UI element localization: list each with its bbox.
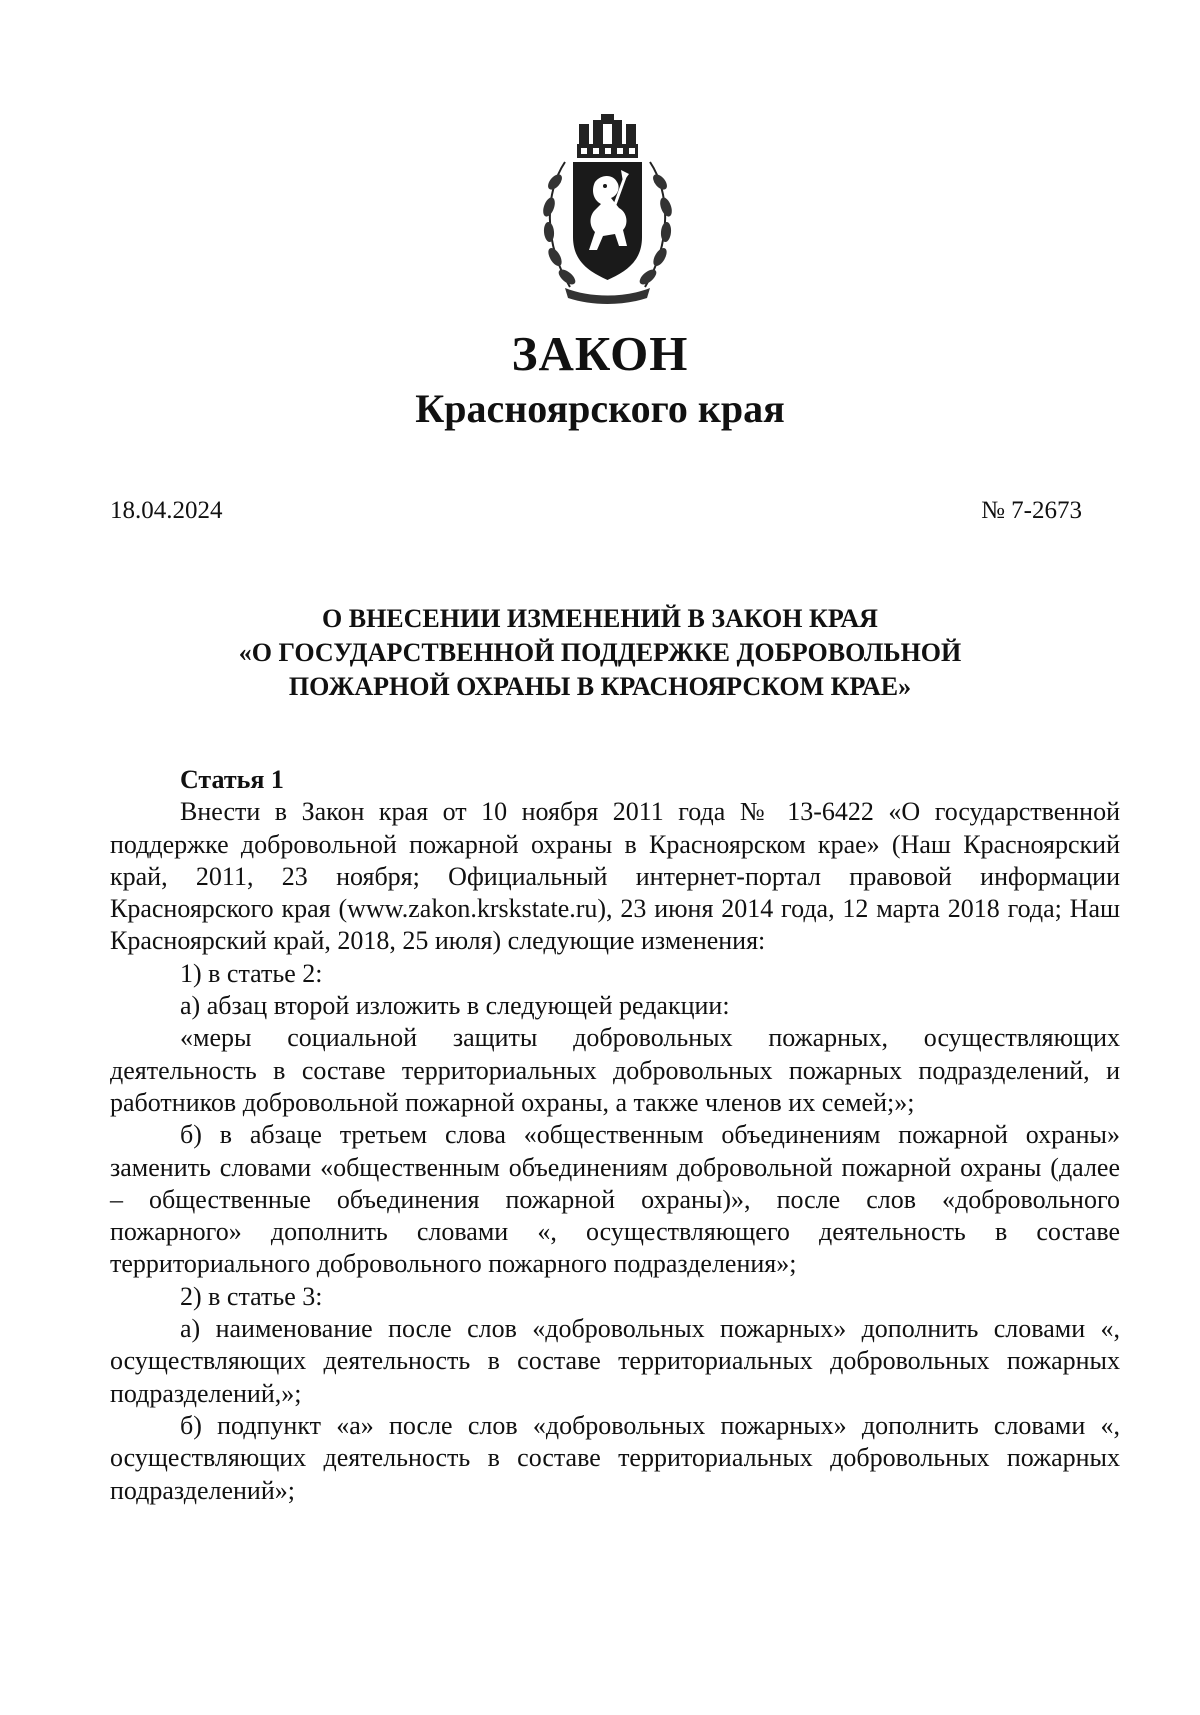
law-heading-line: О ВНЕСЕНИИ ИЗМЕНЕНИЙ В ЗАКОН КРАЯ [322, 604, 878, 633]
paragraph: 1) в статье 2: [180, 958, 323, 988]
coat-of-arms-icon [535, 112, 680, 307]
paragraph: б) в абзаце третьем слова «общественным объединениям пожарной охраны» заменить словами «общественным объединениям добровольной пожарной охраны (далее – общественные объединения пожарной охраны)», после слов «добровольного пожарного» дополнить словами «, осуществляющего деятельность в составе территориального добровольного пожарного подразделения»; [110, 1120, 1120, 1279]
paragraph: б) подпункт «а» после слов «добровольных пожарных» дополнить словами «, осуществляющих деятельность в составе территориальных добровольных пожарных подразделений»; [110, 1410, 1120, 1505]
law-subtitle: Красноярского края [415, 386, 785, 431]
paragraph: «меры социальной защиты добровольных пожарных, осуществляющих деятельность в составе территориальных добровольных пожарных подразделений, и работников добровольной пожарной охраны, а также членов их семей;»; [110, 1023, 1120, 1117]
paragraph: 2) в статье 3: [180, 1281, 323, 1311]
law-title: ЗАКОН [511, 326, 689, 381]
paragraph: Внести в Закон края от 10 ноября 2011 года № 13-6422 «О государственной поддержке добровольной пожарной охраны в Красноярском крае» (Наш Красноярский край, 2011, 23 ноября; Официальный интернет-портал правовой информации Красноярского края (www.zakon.krskstate.ru), 23 июня 2014 года, 12 марта 2018 года; Наш Красноярский край, 2018, 25 июля) следующие изменения: [110, 797, 1120, 956]
law-body [110, 764, 1120, 1507]
law-number: № 7-2673 [981, 497, 1082, 524]
law-date: 18.04.2024 [110, 497, 223, 524]
law-heading [110, 602, 1090, 704]
law-heading-line: «О ГОСУДАРСТВЕННОЙ ПОДДЕРЖКЕ ДОБРОВОЛЬНОЙ [238, 638, 962, 667]
paragraph: а) абзац второй изложить в следующей редакции: [180, 991, 730, 1021]
law-heading-line: ПОЖАРНОЙ ОХРАНЫ В КРАСНОЯРСКОМ КРАЕ» [288, 672, 912, 701]
article-title: Статья 1 [180, 765, 284, 794]
paragraph: а) наименование после слов «добровольных пожарных» дополнить словами «, осуществляющих деятельность в составе территориальных добровольных пожарных подразделений,»; [110, 1314, 1120, 1408]
